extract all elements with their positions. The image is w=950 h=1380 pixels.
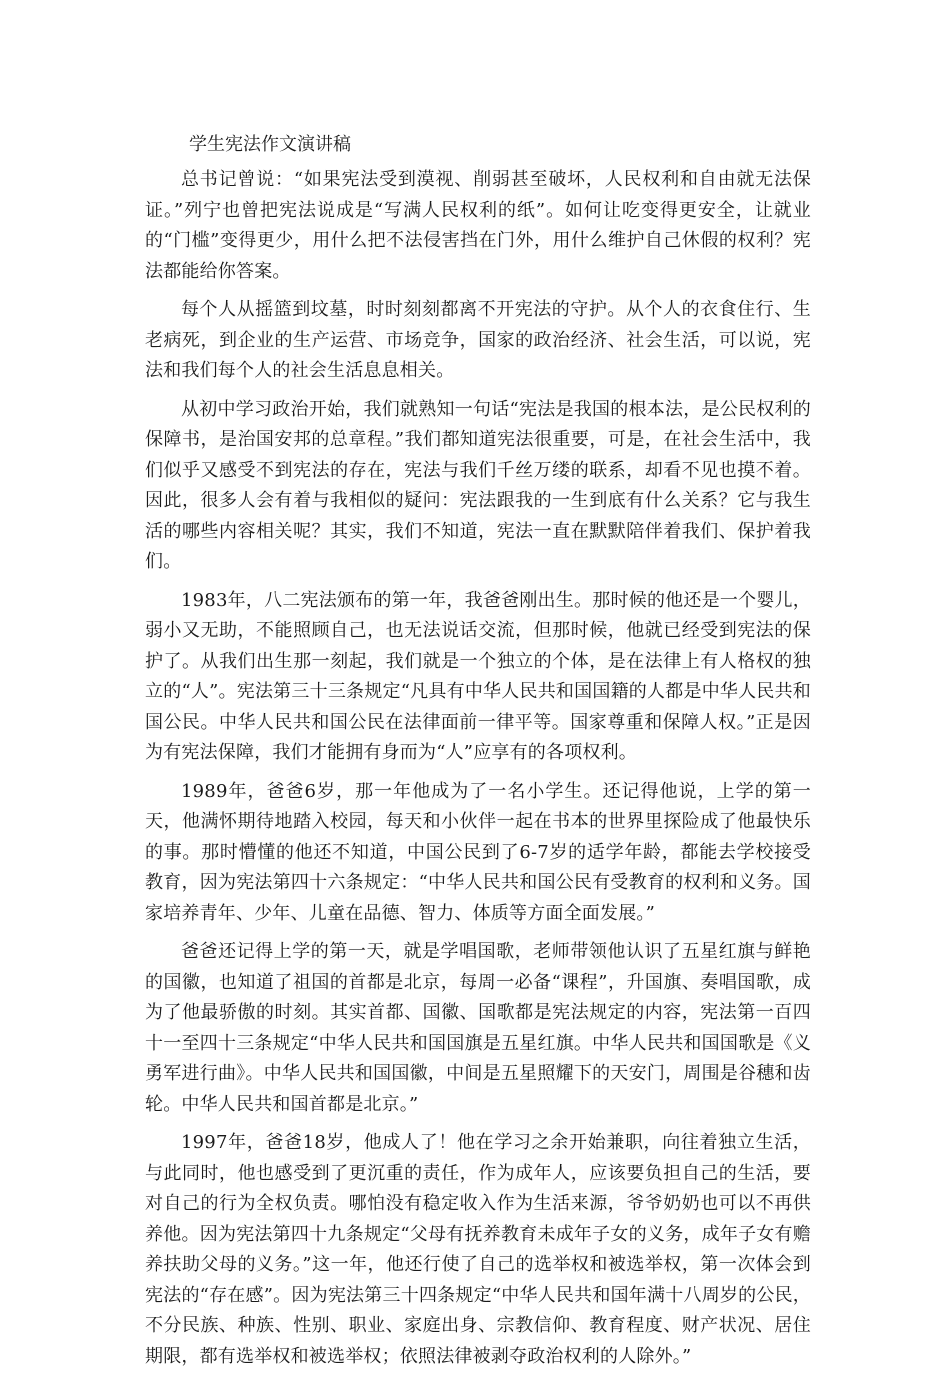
document-body (145, 129, 811, 1380)
paragraph-6: 爸爸还记得上学的第一天，就是学唱国歌，老师带领他认识了五星红旗与鲜艳的国徽，也知道了祖国的首都是北京，每周一必备“课程”，升国旗、奏唱国歌，成为了他最骄傲的时刻。其实首都、国徽、国歌都是宪法规定的内容，宪法第一百四十一至四十三条规定“中华人民共和国国旗是五星红旗。中华人民共和国国歌是《义勇军进行曲》。中华人民共和国国徽，中间是五星照耀下的天安门，周围是谷穗和齿轮。中华人民共和国首都是北京。” (145, 941, 811, 1115)
paragraph-4: 1983年，八二宪法颁布的第一年，我爸爸刚出生。那时候的他还是一个婴儿，弱小又无助，不能照顾自己，也无法说话交流，但那时候，他就已经受到宪法的保护了。从我们出生那一刻起，我们就是一个独立的个体，是在法律上有人格权的独立的“人”。宪法第三十三条规定“凡具有中华人民共和国国籍的人都是中华人民共和国公民。中华人民共和国公民在法律面前一律平等。国家尊重和保障人权。”正是因为有宪法保障，我们才能拥有身而为“人”应享有的各项权利。 (145, 589, 811, 763)
paragraph-3: 从初中学习政治开始，我们就熟知一句话“宪法是我国的根本法，是公民权利的保障书，是治国安邦的总章程。”我们都知道宪法很重要，可是，在社会生活中，我们似乎又感受不到宪法的存在，宪法与我们千丝万缕的联系，却看不见也摸不着。因此，很多人会有着与我相似的疑问：宪法跟我的一生到底有什么关系？它与我生活的哪些内容相关呢？其实，我们不知道，宪法一直在默默陪伴着我们、保护着我们。 (145, 398, 811, 572)
paragraph-7: 1997年，爸爸18岁，他成人了！他在学习之余开始兼职，向往着独立生活，与此同时，他也感受到了更沉重的责任，作为成年人，应该要负担自己的生活，要对自己的行为全权负责。哪怕没有稳定收入作为生活来源，爷爷奶奶也可以不再供养他。因为宪法第四十九条规定“父母有抚养教育未成年子女的义务，成年子女有赡养扶助父母的义务。”这一年，他还行使了自己的选举权和被选举权，第一次体会到宪法的“存在感”。因为宪法第三十四条规定“中华人民共和国年满十八周岁的公民，不分民族、种族、性别、职业、家庭出身、宗教信仰、教育程度、财产状况、居住期限，都有选举权和被选举权；依照法律被剥夺政治权利的人除外。” (145, 1132, 811, 1367)
paragraph-5: 1989年，爸爸6岁，那一年他成为了一名小学生。还记得他说，上学的第一天，他满怀期待地踏入校园，每天和小伙伴一起在书本的世界里探险成了他最快乐的事。那时懵懂的他还不知道，中国公民到了6-7岁的适学年龄，都能去学校接受教育，因为宪法第四十六条规定：“中华人民共和国公民有受教育的权利和义务。国家培养青年、少年、儿童在品德、智力、体质等方面全面发展。” (145, 780, 811, 924)
document-title: 学生宪法作文演讲稿 (189, 134, 351, 155)
paragraph-1: 总书记曾说：“如果宪法受到漠视、削弱甚至破坏，人民权利和自由就无法保证。”列宁也曾把宪法说成是“写满人民权利的纸”。如何让吃变得更安全，让就业的“门槛”变得更少，用什么把不法侵害挡在门外，用什么维护自己休假的权利？宪法都能给你答案。 (145, 169, 811, 282)
paragraph-2: 每个人从摇篮到坟墓，时时刻刻都离不开宪法的守护。从个人的衣食住行、生老病死，到企业的生产运营、市场竞争，国家的政治经济、社会生活，可以说，宪法和我们每个人的社会生活息息相关。 (145, 299, 811, 381)
